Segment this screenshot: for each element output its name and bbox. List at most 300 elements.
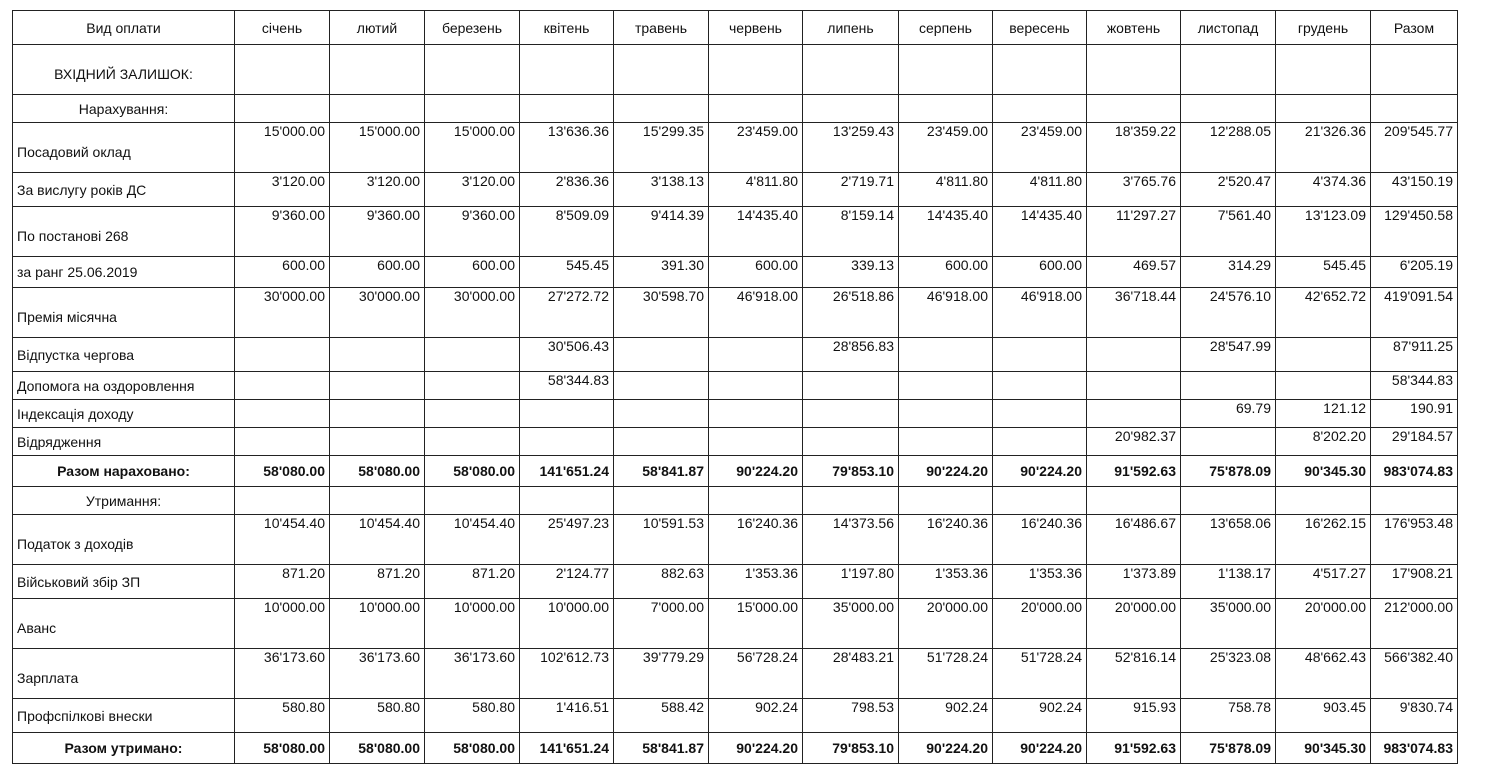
amount-cell: 7'561.40 bbox=[1181, 207, 1276, 257]
amount-cell bbox=[803, 372, 899, 400]
row-label: Разом утримано: bbox=[13, 733, 235, 764]
amount-cell bbox=[803, 45, 899, 95]
amount-cell: 27'272.72 bbox=[520, 288, 614, 338]
amount-cell: 90'345.30 bbox=[1276, 733, 1371, 764]
amount-cell: 28'547.99 bbox=[1181, 338, 1276, 372]
amount-cell: 1'353.36 bbox=[899, 565, 993, 599]
amount-cell: 600.00 bbox=[899, 257, 993, 288]
amount-cell: 18'359.22 bbox=[1087, 123, 1181, 173]
amount-cell bbox=[235, 372, 330, 400]
amount-cell: 9'360.00 bbox=[235, 207, 330, 257]
row-label: Профспілкові внески bbox=[13, 699, 235, 733]
column-header: серпень bbox=[899, 11, 993, 45]
column-header: травень bbox=[614, 11, 709, 45]
amount-cell: 58'080.00 bbox=[425, 456, 520, 487]
amount-cell: 419'091.54 bbox=[1371, 288, 1458, 338]
amount-cell bbox=[330, 372, 425, 400]
amount-cell bbox=[330, 95, 425, 123]
amount-cell bbox=[1087, 45, 1181, 95]
amount-cell: 36'173.60 bbox=[235, 649, 330, 699]
row-label: Премія місячна bbox=[13, 288, 235, 338]
amount-cell: 2'836.36 bbox=[520, 173, 614, 207]
amount-cell bbox=[709, 372, 803, 400]
amount-cell: 36'718.44 bbox=[1087, 288, 1181, 338]
amount-cell bbox=[709, 487, 803, 515]
amount-cell: 90'224.20 bbox=[709, 733, 803, 764]
amount-cell: 30'000.00 bbox=[330, 288, 425, 338]
amount-cell: 10'454.40 bbox=[330, 515, 425, 565]
column-header: жовтень bbox=[1087, 11, 1181, 45]
amount-cell bbox=[993, 487, 1087, 515]
amount-cell bbox=[330, 487, 425, 515]
row-label: Зарплата bbox=[13, 649, 235, 699]
amount-cell: 16'262.15 bbox=[1276, 515, 1371, 565]
amount-cell: 29'184.57 bbox=[1371, 428, 1458, 456]
row-label: Індексація доходу bbox=[13, 400, 235, 428]
amount-cell: 42'652.72 bbox=[1276, 288, 1371, 338]
amount-cell bbox=[235, 400, 330, 428]
amount-cell bbox=[614, 372, 709, 400]
amount-cell bbox=[899, 45, 993, 95]
amount-cell: 8'202.20 bbox=[1276, 428, 1371, 456]
amount-cell: 9'414.39 bbox=[614, 207, 709, 257]
column-header-payment-type: Вид оплати bbox=[13, 11, 235, 45]
amount-cell bbox=[614, 95, 709, 123]
amount-cell: 48'662.43 bbox=[1276, 649, 1371, 699]
amount-cell: 15'000.00 bbox=[235, 123, 330, 173]
amount-cell: 9'360.00 bbox=[425, 207, 520, 257]
amount-cell: 12'288.05 bbox=[1181, 123, 1276, 173]
amount-cell: 46'918.00 bbox=[993, 288, 1087, 338]
amount-cell: 8'159.14 bbox=[803, 207, 899, 257]
column-header: вересень bbox=[993, 11, 1087, 45]
amount-cell bbox=[235, 428, 330, 456]
amount-cell: 7'000.00 bbox=[614, 599, 709, 649]
amount-cell: 23'459.00 bbox=[993, 123, 1087, 173]
amount-cell: 11'297.27 bbox=[1087, 207, 1181, 257]
amount-cell: 16'240.36 bbox=[993, 515, 1087, 565]
amount-cell: 190.91 bbox=[1371, 400, 1458, 428]
amount-cell: 580.80 bbox=[330, 699, 425, 733]
amount-cell: 600.00 bbox=[235, 257, 330, 288]
amount-cell: 1'353.36 bbox=[709, 565, 803, 599]
amount-cell: 3'138.13 bbox=[614, 173, 709, 207]
amount-cell bbox=[709, 338, 803, 372]
amount-cell: 20'000.00 bbox=[899, 599, 993, 649]
amount-cell: 9'830.74 bbox=[1371, 699, 1458, 733]
amount-cell bbox=[1276, 338, 1371, 372]
section-row bbox=[13, 487, 1458, 515]
amount-cell: 39'779.29 bbox=[614, 649, 709, 699]
amount-cell: 1'373.89 bbox=[1087, 565, 1181, 599]
amount-cell bbox=[803, 487, 899, 515]
column-header: Разом bbox=[1371, 11, 1458, 45]
amount-cell: 46'918.00 bbox=[899, 288, 993, 338]
column-header: квітень bbox=[520, 11, 614, 45]
amount-cell: 2'520.47 bbox=[1181, 173, 1276, 207]
amount-cell: 8'509.09 bbox=[520, 207, 614, 257]
amount-cell bbox=[1276, 487, 1371, 515]
amount-cell: 35'000.00 bbox=[1181, 599, 1276, 649]
amount-cell bbox=[1087, 400, 1181, 428]
amount-cell: 51'728.24 bbox=[899, 649, 993, 699]
amount-cell: 30'598.70 bbox=[614, 288, 709, 338]
amount-cell bbox=[1276, 95, 1371, 123]
table-body bbox=[13, 45, 1458, 764]
table-row bbox=[13, 338, 1458, 372]
amount-cell: 15'000.00 bbox=[709, 599, 803, 649]
amount-cell: 10'000.00 bbox=[235, 599, 330, 649]
amount-cell bbox=[1276, 45, 1371, 95]
table-row bbox=[13, 428, 1458, 456]
amount-cell bbox=[899, 428, 993, 456]
amount-cell: 6'205.19 bbox=[1371, 257, 1458, 288]
amount-cell bbox=[330, 338, 425, 372]
amount-cell bbox=[614, 487, 709, 515]
amount-cell: 14'435.40 bbox=[709, 207, 803, 257]
column-header: грудень bbox=[1276, 11, 1371, 45]
amount-cell: 10'454.40 bbox=[235, 515, 330, 565]
amount-cell bbox=[1181, 95, 1276, 123]
row-label: Нарахування: bbox=[13, 95, 235, 123]
amount-cell bbox=[614, 45, 709, 95]
amount-cell: 176'953.48 bbox=[1371, 515, 1458, 565]
table-row bbox=[13, 599, 1458, 649]
amount-cell: 58'344.83 bbox=[520, 372, 614, 400]
amount-cell: 102'612.73 bbox=[520, 649, 614, 699]
amount-cell bbox=[614, 338, 709, 372]
amount-cell: 141'651.24 bbox=[520, 733, 614, 764]
payroll-table bbox=[12, 10, 1458, 764]
amount-cell bbox=[235, 338, 330, 372]
amount-cell bbox=[1087, 95, 1181, 123]
amount-cell: 3'120.00 bbox=[330, 173, 425, 207]
amount-cell: 14'435.40 bbox=[899, 207, 993, 257]
amount-cell: 16'240.36 bbox=[899, 515, 993, 565]
amount-cell: 600.00 bbox=[993, 257, 1087, 288]
amount-cell: 871.20 bbox=[425, 565, 520, 599]
amount-cell bbox=[235, 487, 330, 515]
amount-cell: 10'591.53 bbox=[614, 515, 709, 565]
amount-cell: 212'000.00 bbox=[1371, 599, 1458, 649]
column-header: січень bbox=[235, 11, 330, 45]
amount-cell: 16'486.67 bbox=[1087, 515, 1181, 565]
amount-cell: 3'120.00 bbox=[235, 173, 330, 207]
amount-cell bbox=[330, 400, 425, 428]
amount-cell bbox=[330, 45, 425, 95]
amount-cell: 10'000.00 bbox=[425, 599, 520, 649]
row-label: ВХІДНИЙ ЗАЛИШОК: bbox=[13, 45, 235, 95]
amount-cell: 902.24 bbox=[709, 699, 803, 733]
amount-cell: 36'173.60 bbox=[425, 649, 520, 699]
amount-cell: 580.80 bbox=[425, 699, 520, 733]
amount-cell: 798.53 bbox=[803, 699, 899, 733]
amount-cell: 10'000.00 bbox=[330, 599, 425, 649]
amount-cell: 25'497.23 bbox=[520, 515, 614, 565]
amount-cell bbox=[899, 338, 993, 372]
amount-cell: 28'483.21 bbox=[803, 649, 899, 699]
amount-cell: 588.42 bbox=[614, 699, 709, 733]
table-row bbox=[13, 207, 1458, 257]
amount-cell: 871.20 bbox=[235, 565, 330, 599]
amount-cell: 16'240.36 bbox=[709, 515, 803, 565]
row-label: Відрядження bbox=[13, 428, 235, 456]
amount-cell: 4'517.27 bbox=[1276, 565, 1371, 599]
amount-cell bbox=[1181, 372, 1276, 400]
amount-cell: 17'908.21 bbox=[1371, 565, 1458, 599]
amount-cell bbox=[1181, 428, 1276, 456]
amount-cell bbox=[235, 95, 330, 123]
table-row bbox=[13, 257, 1458, 288]
amount-cell: 13'636.36 bbox=[520, 123, 614, 173]
amount-cell: 87'911.25 bbox=[1371, 338, 1458, 372]
row-label: Утримання: bbox=[13, 487, 235, 515]
amount-cell: 4'811.80 bbox=[993, 173, 1087, 207]
amount-cell: 15'000.00 bbox=[330, 123, 425, 173]
amount-cell bbox=[993, 372, 1087, 400]
row-label: За вислугу років ДС bbox=[13, 173, 235, 207]
amount-cell: 339.13 bbox=[803, 257, 899, 288]
amount-cell: 469.57 bbox=[1087, 257, 1181, 288]
amount-cell bbox=[520, 487, 614, 515]
amount-cell bbox=[899, 95, 993, 123]
amount-cell bbox=[520, 428, 614, 456]
opening-balance-row bbox=[13, 45, 1458, 95]
amount-cell: 13'658.06 bbox=[1181, 515, 1276, 565]
amount-cell: 20'000.00 bbox=[993, 599, 1087, 649]
amount-cell bbox=[709, 95, 803, 123]
amount-cell: 600.00 bbox=[425, 257, 520, 288]
amount-cell: 758.78 bbox=[1181, 699, 1276, 733]
amount-cell: 35'000.00 bbox=[803, 599, 899, 649]
amount-cell: 23'459.00 bbox=[899, 123, 993, 173]
amount-cell: 46'918.00 bbox=[709, 288, 803, 338]
amount-cell bbox=[709, 428, 803, 456]
amount-cell: 3'120.00 bbox=[425, 173, 520, 207]
amount-cell: 903.45 bbox=[1276, 699, 1371, 733]
amount-cell: 58'841.87 bbox=[614, 456, 709, 487]
amount-cell: 14'435.40 bbox=[993, 207, 1087, 257]
amount-cell bbox=[425, 45, 520, 95]
amount-cell: 121.12 bbox=[1276, 400, 1371, 428]
amount-cell: 20'000.00 bbox=[1087, 599, 1181, 649]
amount-cell bbox=[425, 95, 520, 123]
amount-cell: 209'545.77 bbox=[1371, 123, 1458, 173]
amount-cell: 915.93 bbox=[1087, 699, 1181, 733]
amount-cell: 566'382.40 bbox=[1371, 649, 1458, 699]
amount-cell: 25'323.08 bbox=[1181, 649, 1276, 699]
amount-cell: 983'074.83 bbox=[1371, 733, 1458, 764]
amount-cell: 2'124.77 bbox=[520, 565, 614, 599]
amount-cell: 15'299.35 bbox=[614, 123, 709, 173]
amount-cell: 58'080.00 bbox=[330, 456, 425, 487]
amount-cell bbox=[1276, 372, 1371, 400]
amount-cell: 28'856.83 bbox=[803, 338, 899, 372]
amount-cell bbox=[993, 428, 1087, 456]
amount-cell bbox=[235, 45, 330, 95]
amount-cell: 51'728.24 bbox=[993, 649, 1087, 699]
row-label: Військовий збір ЗП bbox=[13, 565, 235, 599]
amount-cell: 79'853.10 bbox=[803, 456, 899, 487]
amount-cell bbox=[425, 400, 520, 428]
amount-cell bbox=[614, 400, 709, 428]
amount-cell: 4'811.80 bbox=[899, 173, 993, 207]
row-label: Аванс bbox=[13, 599, 235, 649]
amount-cell: 1'353.36 bbox=[993, 565, 1087, 599]
amount-cell: 9'360.00 bbox=[330, 207, 425, 257]
total-row bbox=[13, 733, 1458, 764]
amount-cell: 79'853.10 bbox=[803, 733, 899, 764]
column-header: лютий bbox=[330, 11, 425, 45]
column-header: березень bbox=[425, 11, 520, 45]
amount-cell bbox=[425, 372, 520, 400]
amount-cell: 24'576.10 bbox=[1181, 288, 1276, 338]
amount-cell: 902.24 bbox=[993, 699, 1087, 733]
amount-cell: 580.80 bbox=[235, 699, 330, 733]
table-row bbox=[13, 173, 1458, 207]
amount-cell: 58'080.00 bbox=[330, 733, 425, 764]
table-row bbox=[13, 699, 1458, 733]
amount-cell bbox=[425, 428, 520, 456]
amount-cell: 91'592.63 bbox=[1087, 456, 1181, 487]
amount-cell: 56'728.24 bbox=[709, 649, 803, 699]
header-row bbox=[13, 11, 1458, 45]
row-label: Разом нараховано: bbox=[13, 456, 235, 487]
amount-cell: 58'080.00 bbox=[235, 733, 330, 764]
amount-cell: 69.79 bbox=[1181, 400, 1276, 428]
amount-cell: 30'000.00 bbox=[425, 288, 520, 338]
amount-cell: 30'000.00 bbox=[235, 288, 330, 338]
amount-cell bbox=[899, 487, 993, 515]
amount-cell: 90'224.20 bbox=[899, 733, 993, 764]
amount-cell bbox=[1087, 487, 1181, 515]
amount-cell: 4'374.36 bbox=[1276, 173, 1371, 207]
amount-cell: 10'454.40 bbox=[425, 515, 520, 565]
amount-cell: 1'416.51 bbox=[520, 699, 614, 733]
amount-cell: 90'224.20 bbox=[899, 456, 993, 487]
amount-cell: 26'518.86 bbox=[803, 288, 899, 338]
row-label: Посадовий оклад bbox=[13, 123, 235, 173]
amount-cell: 545.45 bbox=[1276, 257, 1371, 288]
amount-cell bbox=[899, 400, 993, 428]
amount-cell bbox=[614, 428, 709, 456]
amount-cell bbox=[803, 428, 899, 456]
amount-cell: 13'123.09 bbox=[1276, 207, 1371, 257]
amount-cell: 20'982.37 bbox=[1087, 428, 1181, 456]
amount-cell: 90'224.20 bbox=[993, 733, 1087, 764]
row-label: Відпустка чергова bbox=[13, 338, 235, 372]
amount-cell bbox=[993, 45, 1087, 95]
amount-cell: 21'326.36 bbox=[1276, 123, 1371, 173]
amount-cell: 391.30 bbox=[614, 257, 709, 288]
table-row bbox=[13, 565, 1458, 599]
amount-cell bbox=[1087, 372, 1181, 400]
amount-cell: 983'074.83 bbox=[1371, 456, 1458, 487]
column-header: липень bbox=[803, 11, 899, 45]
amount-cell: 58'344.83 bbox=[1371, 372, 1458, 400]
amount-cell: 75'878.09 bbox=[1181, 733, 1276, 764]
amount-cell bbox=[993, 338, 1087, 372]
amount-cell bbox=[993, 400, 1087, 428]
amount-cell: 90'224.20 bbox=[709, 456, 803, 487]
amount-cell: 90'345.30 bbox=[1276, 456, 1371, 487]
amount-cell: 36'173.60 bbox=[330, 649, 425, 699]
table-row bbox=[13, 123, 1458, 173]
amount-cell: 600.00 bbox=[330, 257, 425, 288]
amount-cell bbox=[1087, 338, 1181, 372]
amount-cell: 4'811.80 bbox=[709, 173, 803, 207]
column-header: червень bbox=[709, 11, 803, 45]
amount-cell bbox=[1371, 95, 1458, 123]
amount-cell: 129'450.58 bbox=[1371, 207, 1458, 257]
total-row bbox=[13, 456, 1458, 487]
amount-cell: 314.29 bbox=[1181, 257, 1276, 288]
amount-cell: 75'878.09 bbox=[1181, 456, 1276, 487]
table-row bbox=[13, 649, 1458, 699]
amount-cell: 58'841.87 bbox=[614, 733, 709, 764]
amount-cell: 3'765.76 bbox=[1087, 173, 1181, 207]
amount-cell bbox=[709, 400, 803, 428]
amount-cell: 30'506.43 bbox=[520, 338, 614, 372]
amount-cell bbox=[803, 400, 899, 428]
amount-cell: 91'592.63 bbox=[1087, 733, 1181, 764]
table-row bbox=[13, 515, 1458, 565]
amount-cell bbox=[1181, 45, 1276, 95]
table-row bbox=[13, 288, 1458, 338]
amount-cell: 1'138.17 bbox=[1181, 565, 1276, 599]
amount-cell: 10'000.00 bbox=[520, 599, 614, 649]
amount-cell: 141'651.24 bbox=[520, 456, 614, 487]
amount-cell bbox=[1181, 487, 1276, 515]
amount-cell: 2'719.71 bbox=[803, 173, 899, 207]
section-row bbox=[13, 95, 1458, 123]
amount-cell bbox=[520, 400, 614, 428]
amount-cell: 52'816.14 bbox=[1087, 649, 1181, 699]
amount-cell bbox=[803, 95, 899, 123]
row-label: Допомога на оздоровлення bbox=[13, 372, 235, 400]
amount-cell: 58'080.00 bbox=[425, 733, 520, 764]
row-label: По постанові 268 bbox=[13, 207, 235, 257]
amount-cell: 600.00 bbox=[709, 257, 803, 288]
table-row bbox=[13, 372, 1458, 400]
amount-cell: 13'259.43 bbox=[803, 123, 899, 173]
amount-cell: 871.20 bbox=[330, 565, 425, 599]
amount-cell: 20'000.00 bbox=[1276, 599, 1371, 649]
row-label: за ранг 25.06.2019 bbox=[13, 257, 235, 288]
amount-cell bbox=[425, 338, 520, 372]
amount-cell bbox=[1371, 45, 1458, 95]
amount-cell bbox=[520, 95, 614, 123]
amount-cell bbox=[899, 372, 993, 400]
column-header: листопад bbox=[1181, 11, 1276, 45]
amount-cell: 882.63 bbox=[614, 565, 709, 599]
amount-cell: 15'000.00 bbox=[425, 123, 520, 173]
amount-cell bbox=[520, 45, 614, 95]
amount-cell bbox=[425, 487, 520, 515]
amount-cell: 90'224.20 bbox=[993, 456, 1087, 487]
table-row bbox=[13, 400, 1458, 428]
amount-cell bbox=[709, 45, 803, 95]
amount-cell: 43'150.19 bbox=[1371, 173, 1458, 207]
amount-cell: 58'080.00 bbox=[235, 456, 330, 487]
amount-cell: 23'459.00 bbox=[709, 123, 803, 173]
amount-cell: 545.45 bbox=[520, 257, 614, 288]
amount-cell: 1'197.80 bbox=[803, 565, 899, 599]
amount-cell bbox=[993, 95, 1087, 123]
row-label: Податок з доходів bbox=[13, 515, 235, 565]
amount-cell: 14'373.56 bbox=[803, 515, 899, 565]
amount-cell bbox=[330, 428, 425, 456]
